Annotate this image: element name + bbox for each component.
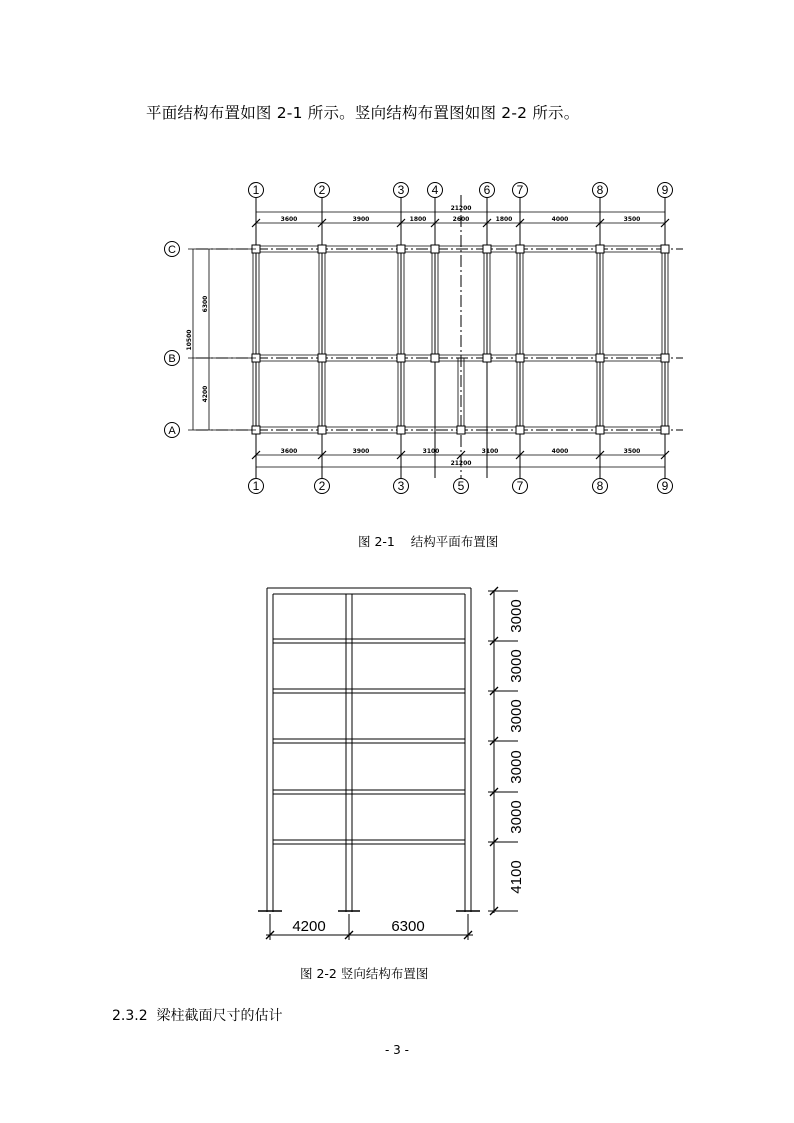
axis-label: 2 [318, 479, 326, 493]
left-span-dim: 6300 [202, 295, 209, 313]
axis-label: 4 [431, 183, 439, 197]
story-height: 4100 [508, 860, 525, 894]
figure-2-2-caption: 图 2-2 竖向结构布置图 [300, 966, 429, 981]
axis-label: 3 [397, 183, 405, 197]
bottom-span-dim: 3100 [422, 448, 440, 455]
page-number: - 3 - [385, 1043, 409, 1057]
bottom-total-dim: 21200 [450, 460, 472, 467]
section-heading: 2.3.2 梁柱截面尺寸的估计 [112, 1008, 283, 1024]
axis-label: 7 [516, 183, 524, 197]
story-height: 3000 [508, 699, 525, 733]
story-height: 3000 [508, 649, 525, 683]
axis-label: C [168, 244, 176, 256]
story-height: 3000 [508, 800, 525, 834]
axis-label: B [168, 353, 176, 365]
figure-2-1-caption: 图 2-1 结构平面布置图 [358, 534, 499, 549]
left-span-dim: 4200 [202, 385, 209, 403]
bay-width: 4200 [292, 918, 326, 935]
bottom-span-dim: 4000 [551, 448, 569, 455]
axis-label: 8 [596, 479, 604, 493]
top-span-dim: 3900 [352, 216, 370, 223]
bottom-span-dim: 3900 [352, 448, 370, 455]
axis-label: 9 [661, 183, 669, 197]
top-span-dim: 2600 [452, 216, 470, 223]
intro-text: 平面结构布置如图 2-1 所示。竖向结构布置图如图 2-2 所示。 [146, 104, 580, 122]
axis-label: 2 [318, 183, 326, 197]
bottom-span-dim: 3100 [481, 448, 499, 455]
top-span-dim: 4000 [551, 216, 569, 223]
bay-width: 6300 [391, 918, 425, 935]
bottom-span-dim: 3600 [280, 448, 298, 455]
axis-label: 1 [252, 183, 260, 197]
top-span-dim: 1800 [409, 216, 427, 223]
axis-label: 9 [661, 479, 669, 493]
axis-label: 3 [397, 479, 405, 493]
left-total-dim: 10500 [186, 329, 193, 351]
axis-label: 7 [516, 479, 524, 493]
top-span-dim: 3600 [280, 216, 298, 223]
axis-label: 1 [252, 479, 260, 493]
axis-label: A [168, 425, 176, 437]
top-span-dim: 3500 [623, 216, 641, 223]
top-total-dim: 21200 [450, 205, 472, 212]
axis-label: 5 [457, 479, 465, 493]
story-height: 3000 [508, 599, 525, 633]
axis-label: 8 [596, 183, 604, 197]
top-span-dim: 1800 [495, 216, 513, 223]
elevation-beams [273, 594, 465, 844]
axis-label: 6 [483, 183, 491, 197]
story-height: 3000 [508, 750, 525, 784]
bottom-span-dim: 3500 [623, 448, 641, 455]
elevation-columns [267, 588, 471, 912]
